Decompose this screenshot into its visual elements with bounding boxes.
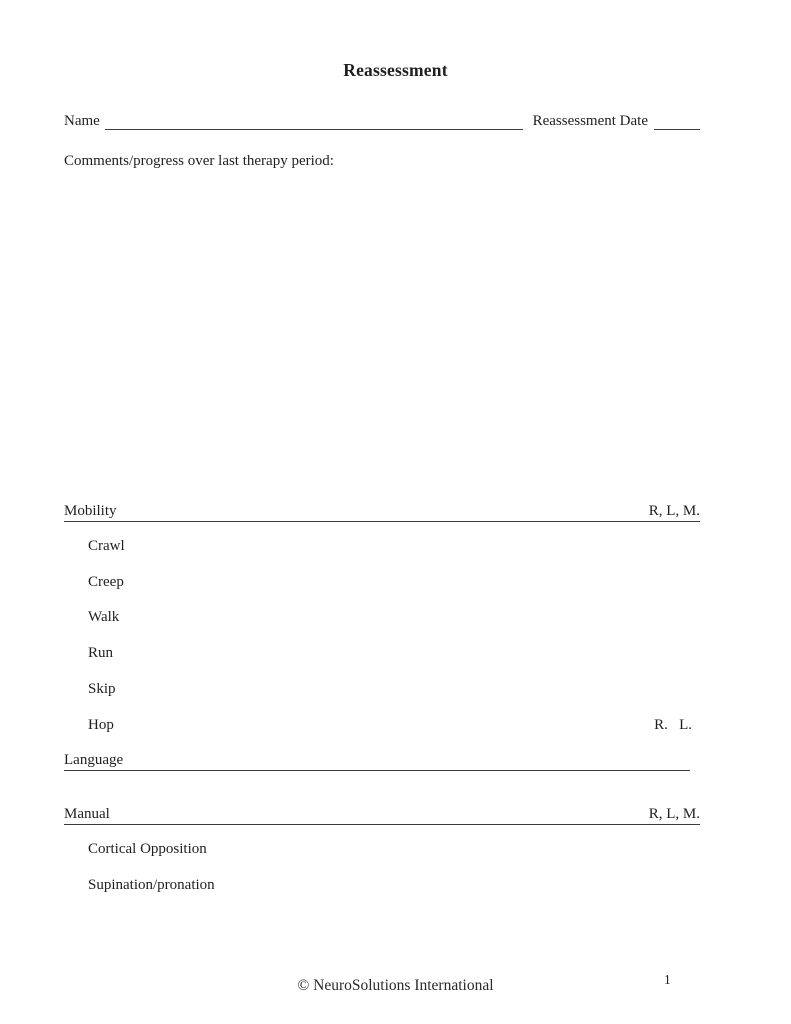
name-date-row (64, 110, 700, 130)
manual-item-cortical-opposition: Cortical Opposition (88, 841, 207, 857)
name-label: Name (64, 113, 100, 129)
name-fill-line (105, 111, 523, 130)
mobility-item-crawl: Crawl (88, 538, 125, 554)
mobility-item-hop: Hop (88, 717, 114, 733)
section-header-mobility (64, 498, 700, 522)
manual-label: Manual (64, 806, 110, 822)
comments-label: Comments/progress over last therapy period: (64, 153, 334, 169)
mobility-item-walk: Walk (88, 609, 120, 625)
date-fill-line (654, 111, 700, 130)
footer-copyright: © NeuroSolutions International (297, 977, 494, 994)
mobility-item-hop-row (88, 716, 692, 734)
mobility-scale: R, L, M. (648, 503, 700, 519)
mobility-item-creep: Creep (88, 574, 124, 590)
manual-item-supination-pronation: Supination/pronation (88, 877, 215, 893)
page-number: 1 (664, 972, 671, 987)
language-label: Language (64, 752, 124, 768)
reassessment-date-label: Reassessment Date (532, 113, 648, 129)
hop-scale: R. L. (654, 717, 692, 733)
mobility-item-skip: Skip (88, 681, 116, 697)
mobility-label: Mobility (64, 503, 117, 519)
mobility-item-run: Run (88, 645, 114, 661)
section-header-language (64, 747, 690, 771)
page-title: Reassessment (343, 60, 448, 80)
manual-scale: R, L, M. (648, 806, 700, 822)
section-header-manual (64, 801, 700, 825)
